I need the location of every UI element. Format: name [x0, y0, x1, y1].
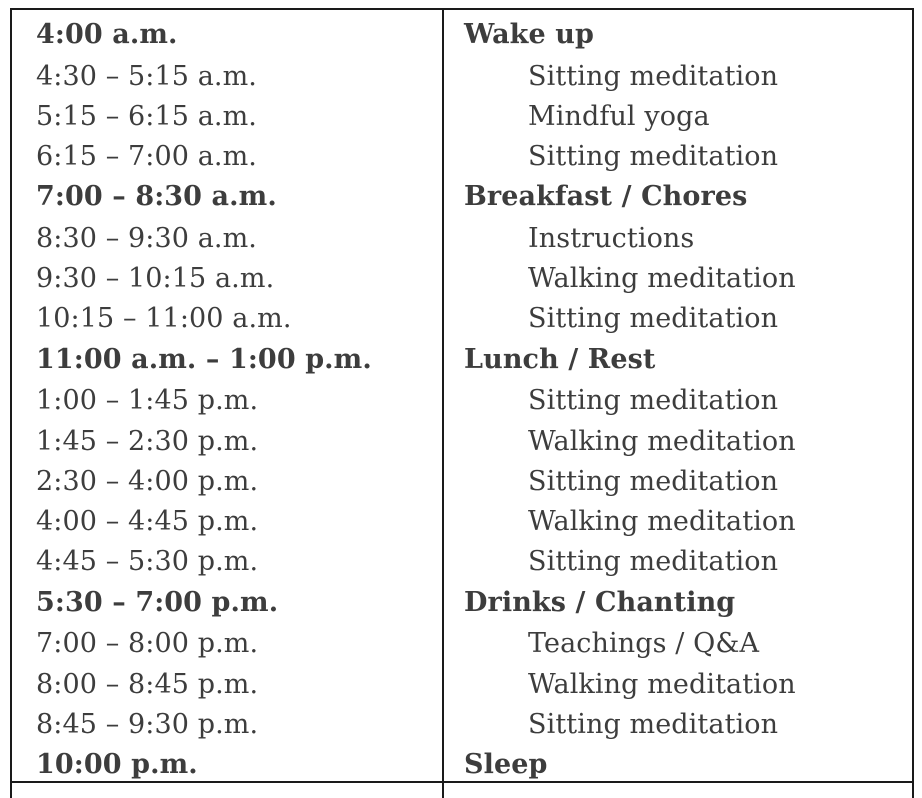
activity-cell: Sitting meditation	[528, 141, 779, 173]
time-cell: 8:45 – 9:30 p.m.	[36, 708, 259, 740]
schedule-row	[12, 136, 912, 176]
time-cell: 2:30 – 4:00 p.m.	[36, 465, 259, 497]
activity-cell: Drinks / Chanting	[464, 586, 736, 618]
time-cell: 8:00 – 8:45 p.m.	[36, 668, 259, 700]
schedule-row	[12, 461, 912, 501]
time-cell: 4:45 – 5:30 p.m.	[36, 546, 259, 578]
schedule-row	[12, 258, 912, 298]
activity-cell: Mindful yoga	[528, 100, 710, 132]
time-cell: 11:00 a.m. – 1:00 p.m.	[36, 343, 372, 375]
schedule-row	[12, 218, 912, 258]
activity-cell: Lunch / Rest	[464, 343, 656, 375]
activity-cell: Sleep	[464, 749, 548, 781]
schedule-table	[10, 8, 914, 798]
schedule-row	[12, 298, 912, 338]
schedule-row	[12, 14, 912, 56]
activity-cell: Sitting meditation	[528, 546, 779, 578]
schedule-row	[12, 744, 912, 786]
schedule-row	[12, 421, 912, 461]
time-cell: 7:00 – 8:30 a.m.	[36, 181, 277, 213]
schedule-row	[12, 704, 912, 744]
schedule-rows	[12, 14, 912, 786]
time-cell: 8:30 – 9:30 a.m.	[36, 222, 257, 254]
schedule-row	[12, 582, 912, 624]
schedule-row	[12, 664, 912, 704]
activity-cell: Sitting meditation	[528, 60, 779, 92]
schedule-row	[12, 56, 912, 96]
activity-cell: Wake up	[464, 19, 594, 50]
time-cell: 5:15 – 6:15 a.m.	[36, 100, 257, 132]
time-cell: 4:30 – 5:15 a.m.	[36, 60, 257, 92]
activity-cell: Walking meditation	[528, 506, 796, 538]
activity-cell: Walking meditation	[528, 425, 796, 457]
time-cell: 10:15 – 11:00 a.m.	[36, 303, 292, 335]
time-cell: 4:00 – 4:45 p.m.	[36, 506, 259, 538]
activity-cell: Walking meditation	[528, 668, 796, 700]
time-cell: 1:45 – 2:30 p.m.	[36, 425, 259, 457]
schedule-row	[12, 501, 912, 541]
time-cell: 9:30 – 10:15 a.m.	[36, 263, 275, 295]
time-cell: 7:00 – 8:00 p.m.	[36, 628, 259, 660]
activity-cell: Walking meditation	[528, 263, 796, 295]
schedule-row	[12, 623, 912, 663]
activity-cell: Sitting meditation	[528, 708, 779, 740]
time-cell: 6:15 – 7:00 a.m.	[36, 141, 257, 173]
schedule-row	[12, 541, 912, 581]
activity-cell: Teachings / Q&A	[528, 628, 760, 660]
time-cell: 10:00 p.m.	[36, 749, 198, 781]
schedule-row	[12, 176, 912, 218]
activity-cell: Instructions	[528, 222, 695, 254]
activity-cell: Sitting meditation	[528, 465, 779, 497]
activity-cell: Sitting meditation	[528, 303, 779, 335]
activity-cell: Sitting meditation	[528, 385, 779, 417]
time-cell: 5:30 – 7:00 p.m.	[36, 586, 279, 618]
schedule-row	[12, 96, 912, 136]
activity-cell: Breakfast / Chores	[464, 181, 748, 213]
schedule-row	[12, 380, 912, 420]
schedule-row	[12, 339, 912, 381]
time-cell: 4:00 a.m.	[36, 19, 178, 50]
time-cell: 1:00 – 1:45 p.m.	[36, 385, 259, 417]
